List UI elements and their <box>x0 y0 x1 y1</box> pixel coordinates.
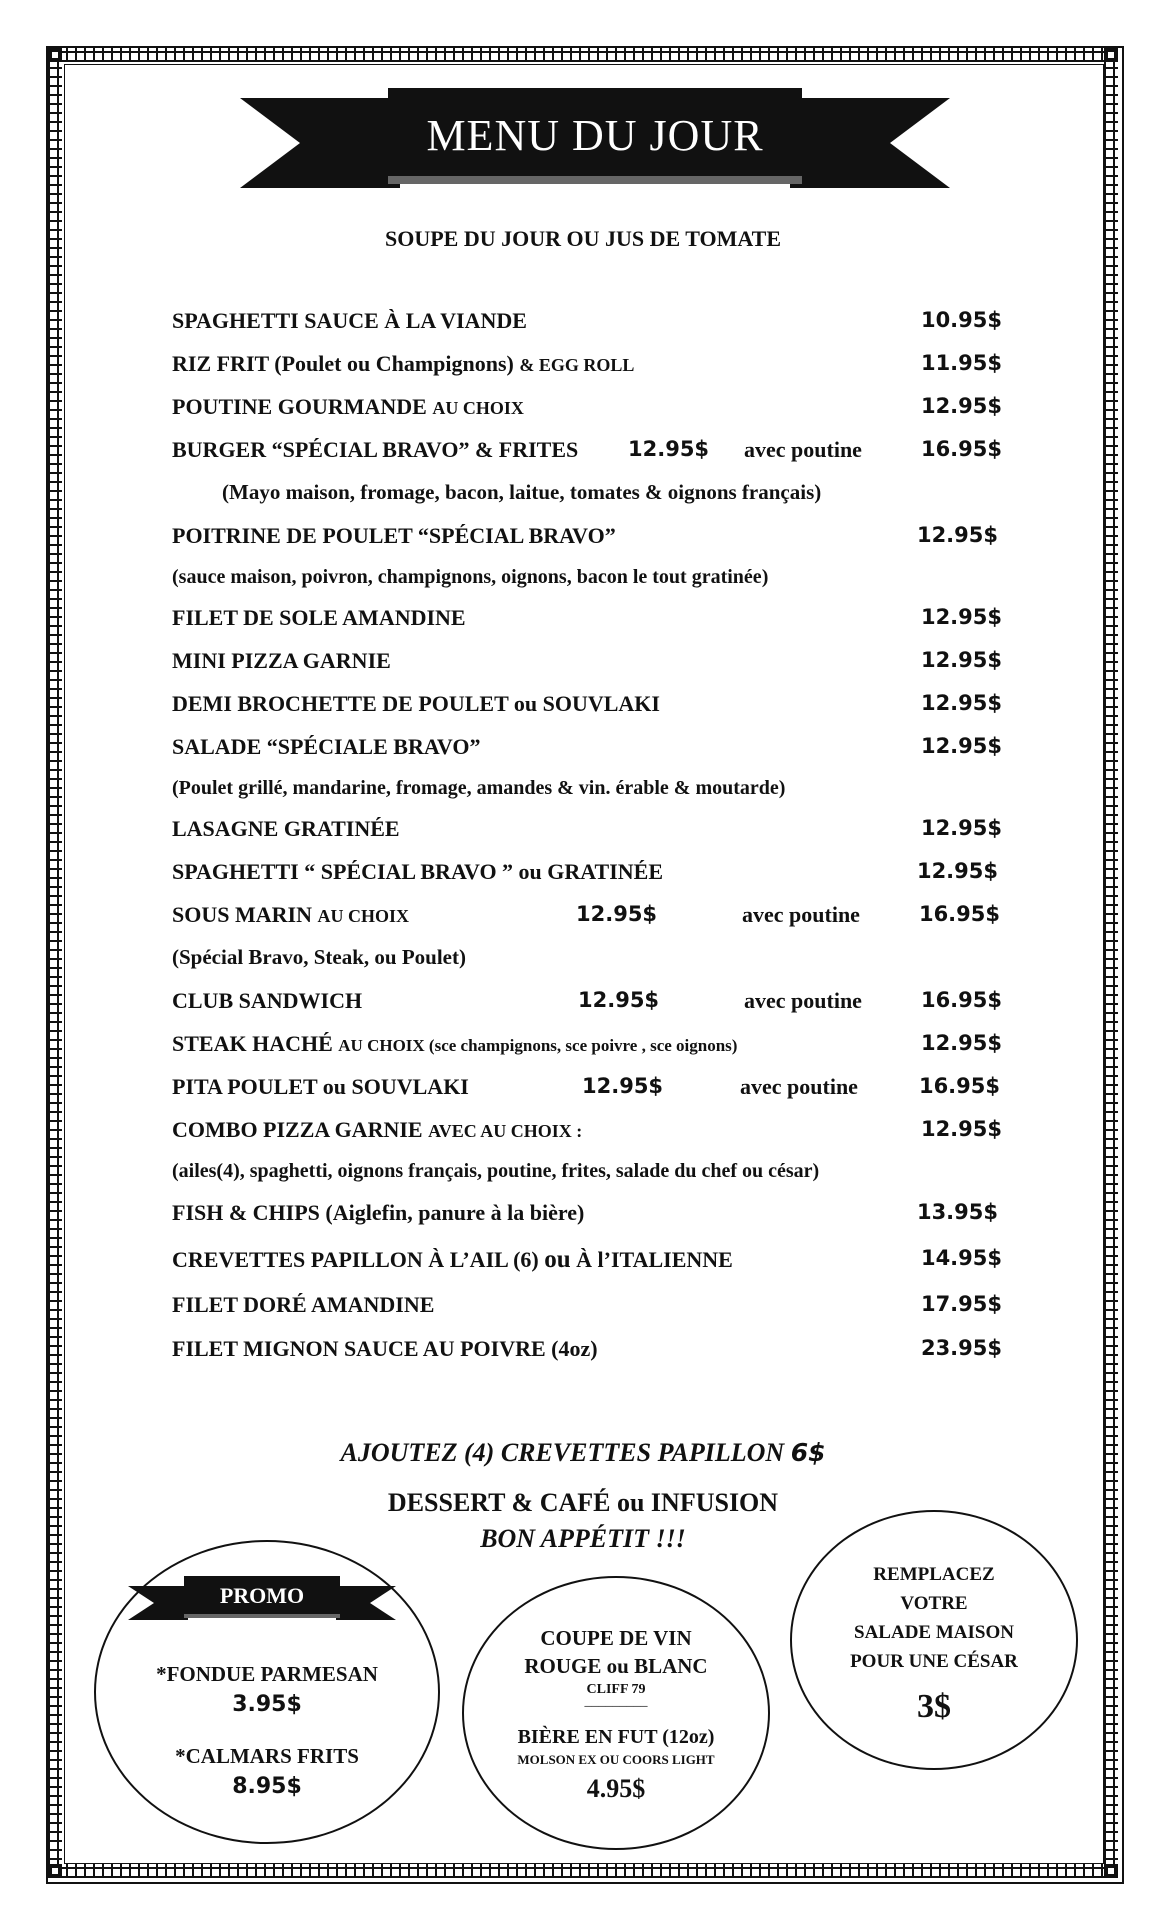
item-name: FILET MIGNON SAUCE AU POIVRE (4oz) <box>172 1336 598 1361</box>
poutine-option-price: 16.95$ <box>918 902 1000 926</box>
menu-item <box>172 394 1002 434</box>
menu-item <box>172 902 1002 942</box>
menu-item <box>172 1074 1002 1114</box>
caesar-line: SALADE MAISON <box>854 1622 1014 1643</box>
menu-item <box>172 1292 1002 1332</box>
corner-ornament <box>48 48 62 62</box>
menu-item <box>172 437 1002 477</box>
item-name: BURGER “SPÉCIAL BRAVO” & FRITES <box>172 437 579 462</box>
greek-key-border-bottom <box>48 1864 1118 1878</box>
item-name-main: RIZ FRIT (Poulet ou Champignons) <box>172 351 520 376</box>
item-name-main: CREVETTES PAPILLON À L’AIL (6) <box>172 1247 545 1272</box>
caesar-circle <box>790 1510 1078 1770</box>
caesar-line: REMPLACEZ <box>873 1564 995 1585</box>
item-price: 12.95$ <box>578 988 660 1012</box>
menu-item <box>172 1031 1002 1071</box>
wine-brand: CLIFF 79 <box>586 1682 646 1697</box>
wine-line: ROUGE ou BLANC <box>524 1654 708 1678</box>
item-name <box>172 1117 582 1143</box>
wine-line: COUPE DE VIN <box>540 1626 692 1650</box>
item-price: 12.95$ <box>920 1031 1002 1055</box>
beer-brands: MOLSON EX OU COORS LIGHT <box>517 1752 715 1767</box>
greek-key-border-top <box>48 48 1118 62</box>
item-price: 12.95$ <box>920 691 1002 715</box>
item-name-suffix: À l’ITALIENNE <box>570 1247 733 1272</box>
item-description-text: (Mayo maison, fromage, bacon, laitue, tomates & oignons français) <box>222 480 822 504</box>
item-price: 12.95$ <box>920 734 1002 758</box>
item-description <box>172 1160 1002 1200</box>
poutine-option-price: 16.95$ <box>920 988 1002 1012</box>
item-price: 12.95$ <box>916 523 998 547</box>
item-name: DEMI BROCHETTE DE POULET ou SOUVLAKI <box>172 691 660 716</box>
item-name: POITRINE DE POULET “SPÉCIAL BRAVO” <box>172 523 616 548</box>
menu-item <box>172 691 1002 731</box>
item-name: MINI PIZZA GARNIE <box>172 648 391 673</box>
bon-appetit: BON APPÉTIT !!! <box>480 1524 686 1553</box>
menu-item <box>172 1117 1002 1157</box>
promo-banner <box>128 1568 396 1630</box>
menu-item <box>172 523 1002 563</box>
item-description-text: (ailes(4), spaghetti, oignons français, poutine, frites, salade du chef ou césar) <box>172 1160 820 1182</box>
promo-item: *CALMARS FRITS <box>175 1744 359 1768</box>
menu-item <box>172 1336 1002 1376</box>
item-price: 12.95$ <box>920 1117 1002 1141</box>
poutine-option-label: avec poutine <box>744 437 862 462</box>
item-name-suffix: AU CHOIX <box>432 398 524 418</box>
item-name-suffix: AU CHOIX <box>317 906 409 926</box>
corner-ornament <box>1104 48 1118 62</box>
soup-subtitle: SOUPE DU JOUR OU JUS DE TOMATE <box>384 226 782 251</box>
item-name-main: POUTINE GOURMANDE <box>172 394 433 419</box>
menu-item <box>172 605 1002 645</box>
item-price: 12.95$ <box>916 859 998 883</box>
menu-item <box>172 351 1002 391</box>
item-name: CLUB SANDWICH <box>172 988 363 1013</box>
item-description <box>222 480 1002 520</box>
item-price: 12.95$ <box>628 437 710 461</box>
item-price: 11.95$ <box>920 351 1002 375</box>
item-name-main: COMBO PIZZA GARNIE <box>172 1117 429 1142</box>
item-name: LASAGNE GRATINÉE <box>172 816 400 841</box>
add-shrimp-offer <box>0 1438 1166 1468</box>
separator: _________ <box>584 1694 648 1709</box>
drinks-circle <box>462 1576 770 1850</box>
item-name-suffix: AVEC AU CHOIX : <box>428 1121 583 1141</box>
menu-item <box>172 859 1002 899</box>
item-price: 12.95$ <box>920 648 1002 672</box>
menu-item <box>172 308 1002 348</box>
drinks-price: 4.95$ <box>586 1774 646 1803</box>
promo-price: 8.95$ <box>232 1774 302 1799</box>
greek-key-border-left <box>48 48 62 1878</box>
item-name: SALADE “SPÉCIALE BRAVO” <box>172 734 481 759</box>
item-price: 12.95$ <box>576 902 658 926</box>
promo-label: PROMO <box>219 1583 305 1608</box>
poutine-option-price: 16.95$ <box>918 1074 1000 1098</box>
menu-item <box>172 648 1002 688</box>
item-price: 12.95$ <box>920 816 1002 840</box>
item-name-connector: ou <box>544 1246 571 1273</box>
caesar-price: 3$ <box>917 1688 951 1725</box>
corner-ornament <box>1104 1864 1118 1878</box>
title-banner <box>240 88 950 198</box>
greek-key-border-right <box>1104 48 1118 1878</box>
item-name <box>172 1031 737 1057</box>
item-description-text: (sauce maison, poivron, champignons, oignons, bacon le tout gratinée) <box>172 566 769 588</box>
item-name <box>172 1246 733 1274</box>
item-name: FISH & CHIPS (Aiglefin, panure à la bière) <box>172 1200 585 1225</box>
page-title: MENU DU JOUR <box>426 111 764 160</box>
menu-item <box>172 816 1002 856</box>
poutine-option-price: 16.95$ <box>920 437 1002 461</box>
poutine-option-label: avec poutine <box>742 902 860 927</box>
item-description <box>172 777 1002 817</box>
item-name-suffix: AU CHOIX (sce champignons, sce poivre , sce oignons) <box>338 1036 738 1055</box>
item-description <box>172 566 1002 606</box>
item-price: 12.95$ <box>582 1074 664 1098</box>
item-price: 12.95$ <box>920 394 1002 418</box>
menu-item <box>172 1200 1002 1240</box>
item-description <box>172 945 1002 985</box>
menu-item <box>172 988 1002 1028</box>
item-price: 12.95$ <box>920 605 1002 629</box>
item-price: 10.95$ <box>920 308 1002 332</box>
item-price: 13.95$ <box>916 1200 998 1224</box>
add-shrimp-price: 6$ <box>790 1438 826 1467</box>
menu-item <box>172 1246 1002 1286</box>
item-price: 23.95$ <box>920 1336 1002 1360</box>
item-name <box>172 394 524 420</box>
poutine-option-label: avec poutine <box>744 988 862 1013</box>
item-description-text: (Poulet grillé, mandarine, fromage, amandes & vin. érable & moutarde) <box>172 777 786 799</box>
item-name-main: STEAK HACHÉ <box>172 1031 339 1056</box>
beer-line: BIÈRE EN FUT (12oz) <box>517 1726 715 1748</box>
item-description-text: (Spécial Bravo, Steak, ou Poulet) <box>172 945 466 969</box>
item-name: FILET DORÉ AMANDINE <box>172 1292 435 1317</box>
caesar-line: VOTRE <box>900 1593 968 1614</box>
promo-item: *FONDUE PARMESAN <box>156 1662 378 1686</box>
poutine-option-label: avec poutine <box>740 1074 858 1099</box>
item-name: SPAGHETTI SAUCE À LA VIANDE <box>172 308 527 333</box>
add-shrimp-text: AJOUTEZ (4) CREVETTES PAPILLON <box>340 1438 785 1467</box>
item-name: FILET DE SOLE AMANDINE <box>172 605 466 630</box>
item-name: SPAGHETTI “ SPÉCIAL BRAVO ” ou GRATINÉE <box>172 859 664 884</box>
item-name-main: SOUS MARIN <box>172 902 318 927</box>
item-name: PITA POULET ou SOUVLAKI <box>172 1074 469 1099</box>
dessert-line: DESSERT & CAFÉ ou INFUSION <box>387 1488 779 1517</box>
item-price: 17.95$ <box>920 1292 1002 1316</box>
item-name-suffix: & EGG ROLL <box>519 355 635 375</box>
item-name <box>172 902 409 928</box>
caesar-line: POUR UNE CÉSAR <box>850 1651 1018 1672</box>
corner-ornament <box>48 1864 62 1878</box>
promo-price: 3.95$ <box>232 1692 302 1717</box>
item-name <box>172 351 634 377</box>
menu-item <box>172 734 1002 774</box>
item-price: 14.95$ <box>920 1246 1002 1270</box>
